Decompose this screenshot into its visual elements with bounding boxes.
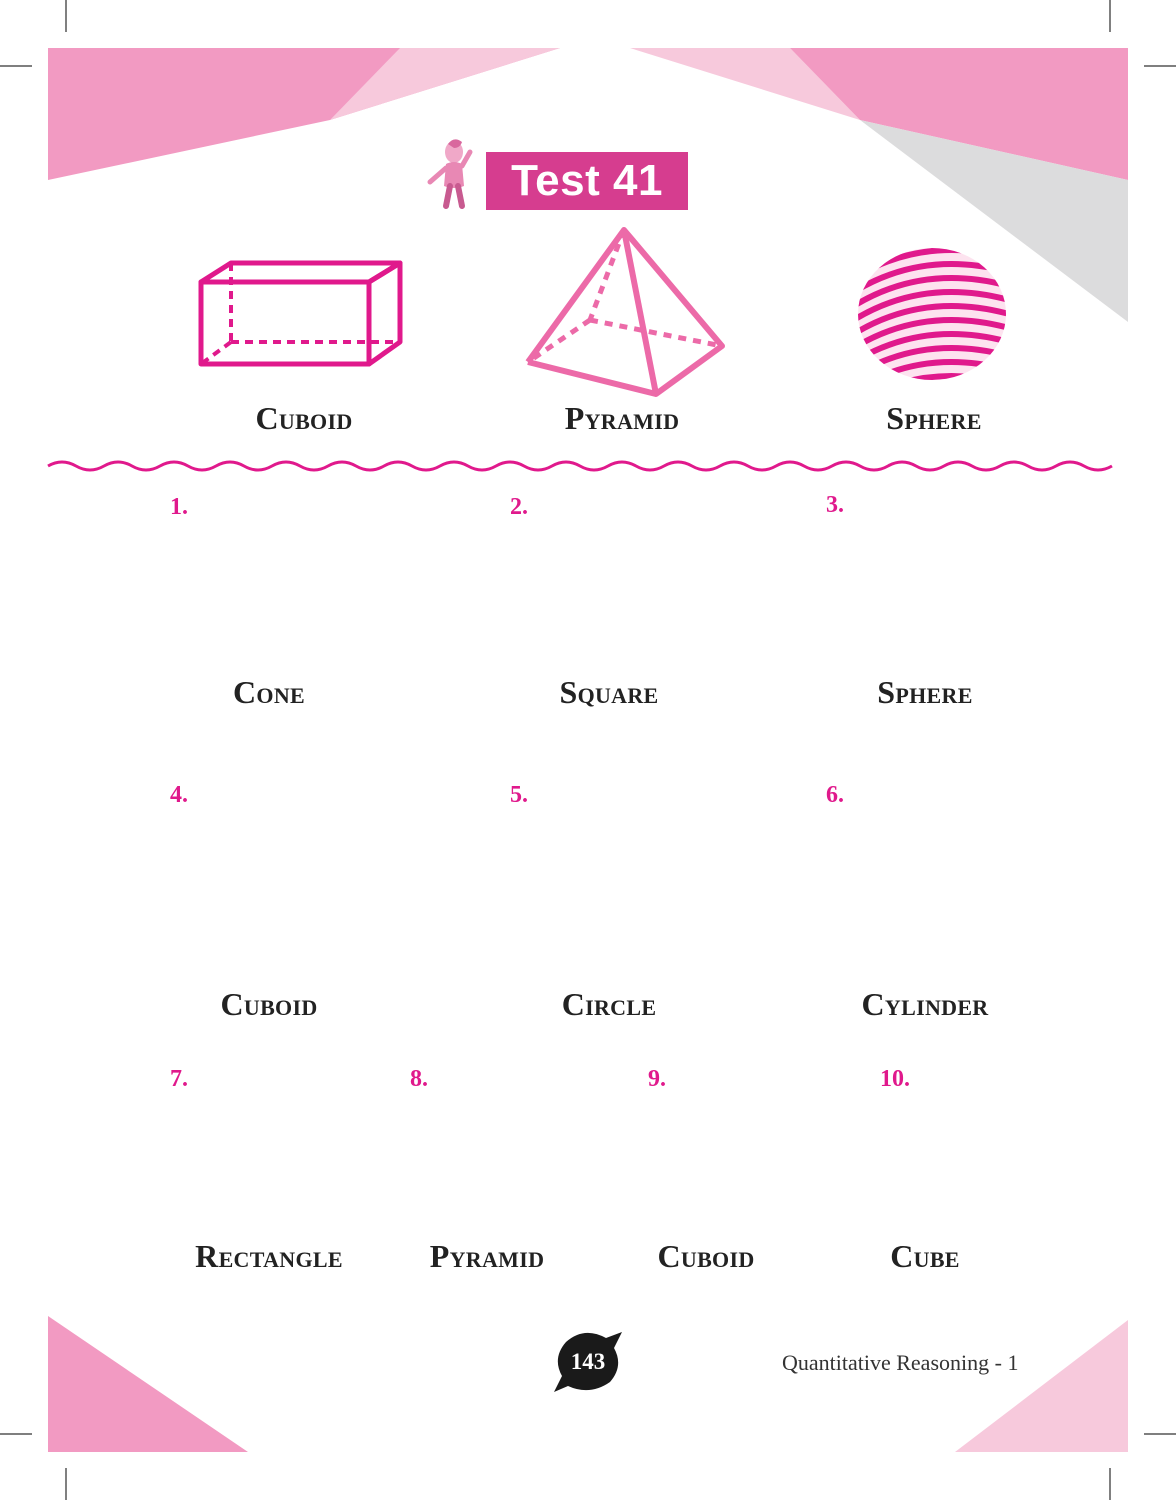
question-label: Cuboid: [220, 986, 318, 1022]
question-label: Cube: [890, 1238, 960, 1274]
question-number: 5.: [510, 782, 528, 808]
question-number: 7.: [170, 1066, 188, 1092]
bottom-right-triangle: [955, 1320, 1128, 1452]
pyramid-icon: [520, 224, 730, 400]
question-number: 2.: [510, 494, 528, 520]
question-number: 10.: [880, 1066, 910, 1092]
question-label: Cylinder: [861, 986, 989, 1022]
test-title: Test 41: [486, 152, 688, 210]
question-number: 3.: [826, 492, 844, 518]
question-label: Cuboid: [657, 1238, 755, 1274]
page-number-badge: [552, 1332, 622, 1392]
jumping-girl-icon: [424, 138, 476, 212]
question-label: Circle: [561, 986, 657, 1022]
question-number: 8.: [410, 1066, 428, 1092]
example-label-sphere: Sphere: [886, 400, 982, 436]
example-label-pyramid: Pyramid: [564, 400, 680, 436]
page-number: 143: [570, 1349, 606, 1374]
question-label: Cone: [233, 674, 305, 710]
question-label: Rectangle: [195, 1238, 343, 1274]
question-label: Sphere: [877, 674, 973, 710]
question-number: 9.: [648, 1066, 666, 1092]
question-number: 6.: [826, 782, 844, 808]
example-label-cuboid: Cuboid: [255, 400, 353, 436]
sphere-icon: [856, 246, 1008, 382]
question-label: Square: [559, 674, 659, 710]
bottom-left-triangle: [48, 1316, 248, 1452]
question-number: 1.: [170, 494, 188, 520]
wavy-divider: [48, 462, 1112, 470]
question-number: 4.: [170, 782, 188, 808]
book-title: Quantitative Reasoning - 1: [782, 1350, 1019, 1375]
question-label: Pyramid: [429, 1238, 545, 1274]
cuboid-icon: [196, 258, 406, 370]
